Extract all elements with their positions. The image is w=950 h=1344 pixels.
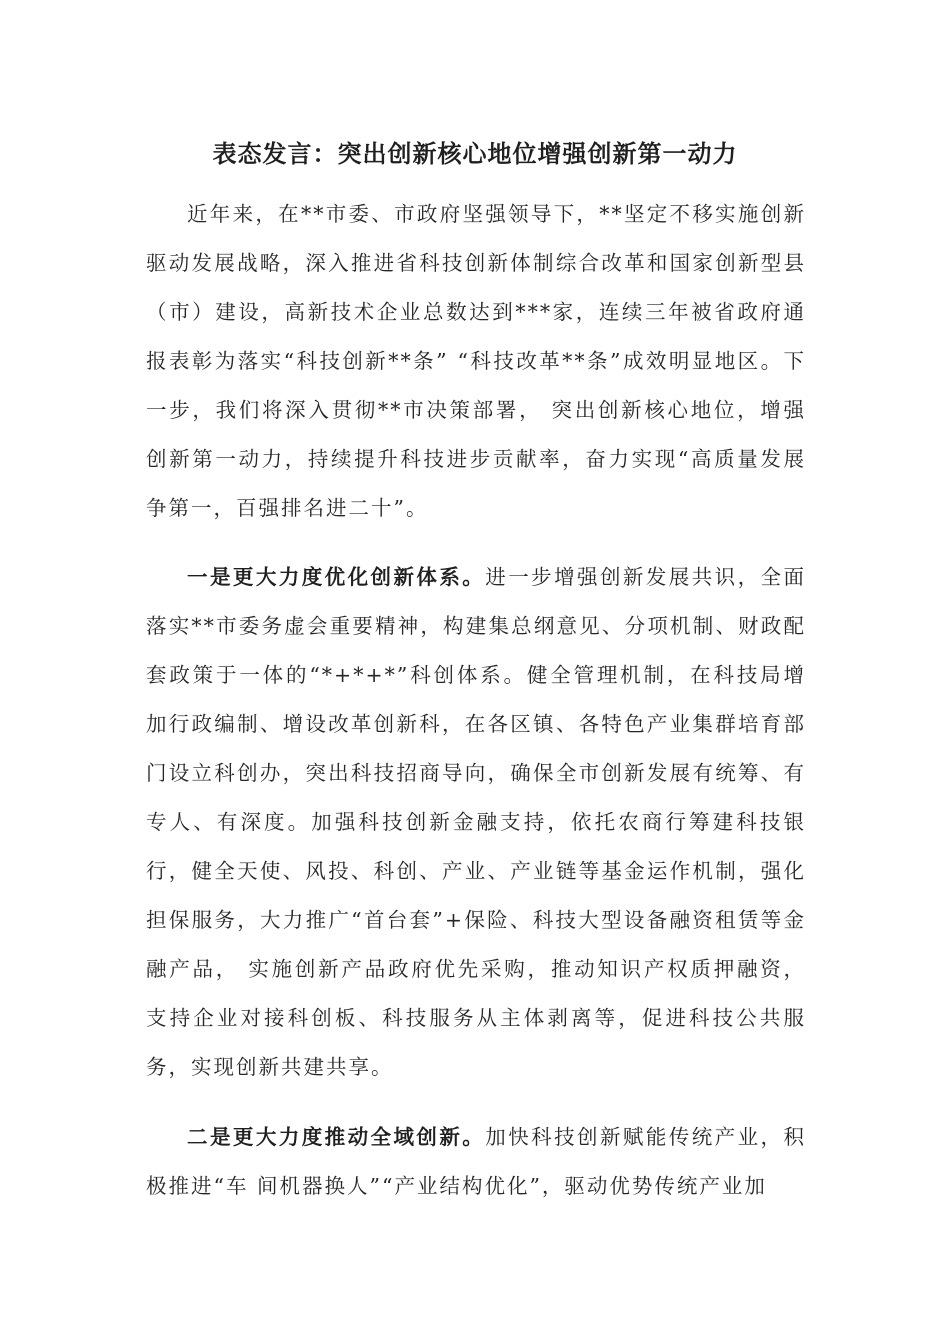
paragraph-text: 进一步增强创新发展共识，全面落实**市委务虚会重要精神，构建集总纲意见、分项机制、财政配套政策于一体的“*+*+*”科创体系。健全管理机制，在科技局增加行政编制、增设改革创新科，在各区镇、各特色产业集群培育部门设立科创办，突出科技招商导向，确保全市创新发展有统筹、有专人、有深度。加强科技创新金融支持，依托农商行筹建科技银行，健全天使、风投、科创、产业、产业链等基金运作机制，强化担保服务，大力推广“首台套”+保险、科技大型设备融资租赁等金融产品， 实施创新产品政府优先采购，推动知识产权质押融资，支持企业对接科创板、科技服务从主体剥离等，促进科技公共服务，实现创新共建共享。 xyxy=(146,565,806,1079)
paragraph-regional-innovation xyxy=(146,1113,806,1211)
document-title: 表态发言：突出创新核心地位增强创新第一动力 xyxy=(212,140,738,168)
paragraph-text: 近年来，在**市委、市政府坚强领导下，**坚定不移实施创新驱动发展战略，深入推进省科技创新体制综合改革和国家创新型县（市）建设，高新技术企业总数达到***家，连续三年被省政府通报表彰为落实“科技创新**条” “科技改革**条”成效明显地区。下一步，我们将深入贯彻**市决策部署， 突出创新核心地位，增强创新第一动力，持续提升科技进步贡献率，奋力实现“高质量发展争第一，百强排名进二十”。 xyxy=(146,202,806,520)
paragraph-intro xyxy=(146,190,806,533)
paragraph-lead: 二是更大力度推动全域创新。 xyxy=(187,1125,486,1149)
paragraph-lead: 一是更大力度优化创新体系。 xyxy=(187,565,486,589)
paragraph-text: 加快科技创新赋能传统产业，积极推进“车 间机器换人”“产业结构优化”，驱动优势传统产业加 xyxy=(146,1125,806,1198)
paragraph-innovation-system xyxy=(146,553,806,1092)
